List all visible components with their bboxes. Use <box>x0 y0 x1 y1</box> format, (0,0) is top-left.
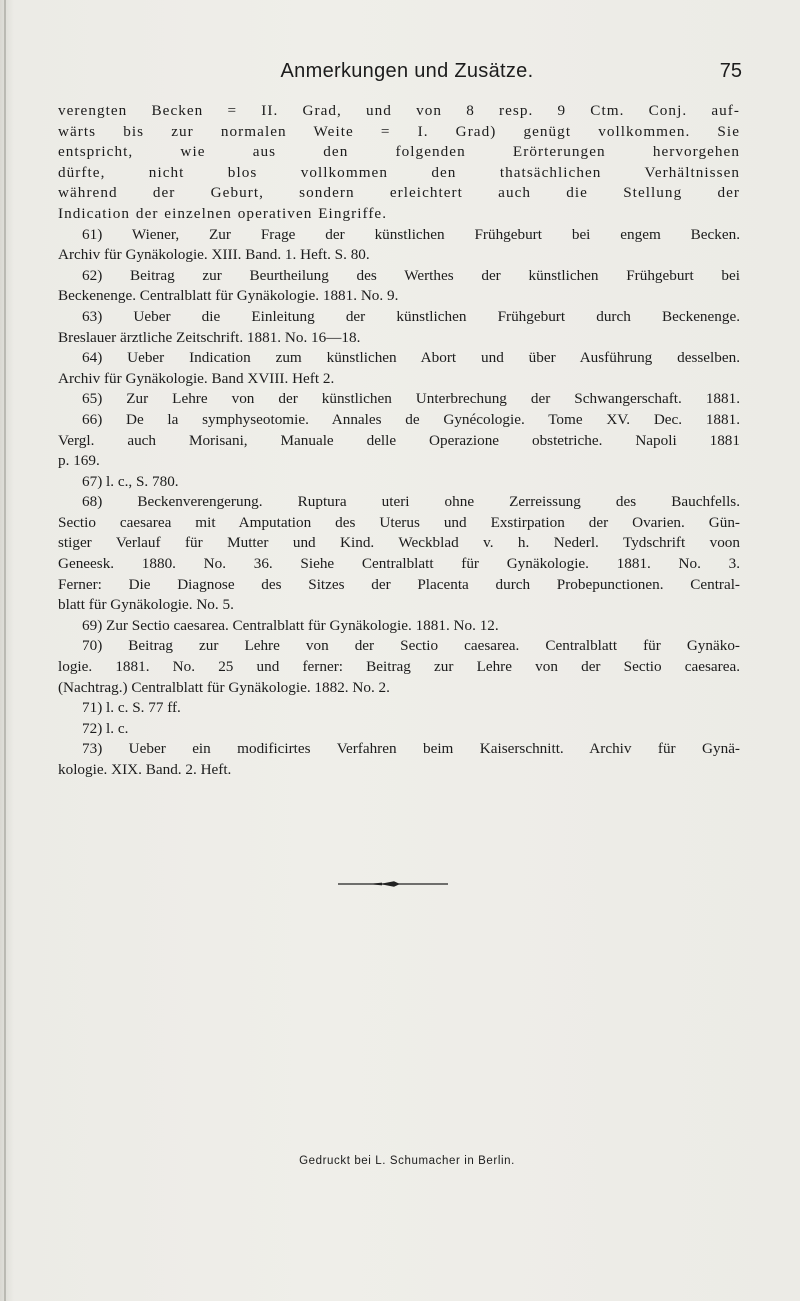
text-line: Archiv für Gynäkologie. Band XVIII. Heft 2. <box>58 369 335 387</box>
note-72: 72) l. c. <box>82 719 129 737</box>
note-65: 65) Zur Lehre von der künstlichen Unterbrechung der Schwangerschaft. 1881. <box>82 390 740 408</box>
running-head: Anmerkungen und Zusätze. <box>280 60 534 82</box>
ornament-divider <box>338 878 448 890</box>
text-line: (Nachtrag.) Centralblatt für Gynäkologie. 1882. No. 2. <box>58 678 390 696</box>
text-line: entspricht, wie aus den folgenden Erörterungen hervorgehen <box>58 143 740 161</box>
note-61: 61) Wiener, Zur Frage der künstlichen Frühgeburt bei engem Becken. <box>82 225 740 243</box>
text-line: während der Geburt, sondern erleichtert auch die Stellung der <box>58 184 740 202</box>
note-63: 63) Ueber die Einleitung der künstlichen Frühgeburt durch Beckenenge. <box>82 307 740 325</box>
page-header <box>0 60 800 90</box>
note-71: 71) l. c. S. 77 ff. <box>82 699 181 717</box>
page-gutter <box>4 0 6 1301</box>
text-line: Beckenenge. Centralblatt für Gynäkologie. 1881. No. 9. <box>58 287 399 305</box>
text-line: logie. 1881. No. 25 und ferner: Beitrag zur Lehre von der Sectio caesarea. <box>58 658 740 676</box>
text-line: Ferner: Die Diagnose des Sitzes der Placenta durch Probepunctionen. Central- <box>58 575 740 593</box>
text-line: verengten Becken = II. Grad, und von 8 resp. 9 Ctm. Conj. auf- <box>58 102 740 119</box>
text-line: stiger Verlauf für Mutter und Kind. Weckblad v. h. Nederl. Tydschrift voon <box>58 534 740 552</box>
body-text <box>58 101 740 781</box>
text-line: Breslauer ärztliche Zeitschrift. 1881. No. 16—18. <box>58 328 361 346</box>
note-73: 73) Ueber ein modificirtes Verfahren beim Kaiserschnitt. Archiv für Gynä- <box>82 740 740 758</box>
text-line: Sectio caesarea mit Amputation des Uterus und Exstirpation der Ovarien. Gün- <box>58 513 740 531</box>
text-line: Archiv für Gynäkologie. XIII. Band. 1. Heft. S. 80. <box>58 246 370 264</box>
text-line: kologie. XIX. Band. 2. Heft. <box>58 761 232 778</box>
note-67: 67) l. c., S. 780. <box>82 472 179 490</box>
note-70: 70) Beitrag zur Lehre von der Sectio caesarea. Centralblatt für Gynäko- <box>82 637 740 655</box>
note-64: 64) Ueber Indication zum künstlichen Abort und über Ausführung desselben. <box>82 349 740 367</box>
text-line: Indication der einzelnen operativen Eingriffe. <box>58 204 388 222</box>
text-line: Geneesk. 1880. No. 36. Siehe Centralblatt für Gynäkologie. 1881. No. 3. <box>58 555 740 573</box>
note-66: 66) De la symphyseotomie. Annales de Gynécologie. Tome XV. Dec. 1881. <box>82 410 740 428</box>
text-line: Vergl. auch Morisani, Manuale delle Operazione obstetriche. Napoli 1881 <box>58 431 740 449</box>
note-62: 62) Beitrag zur Beurtheilung des Werthes der künstlichen Frühgeburt bei <box>82 266 740 284</box>
text-line: wärts bis zur normalen Weite = I. Grad) genügt vollkommen. Sie <box>58 122 740 140</box>
text-line: blatt für Gynäkologie. No. 5. <box>58 596 234 614</box>
text-line: p. 169. <box>58 452 100 470</box>
page-number: 75 <box>719 60 742 82</box>
note-69: 69) Zur Sectio caesarea. Centralblatt für Gynäkologie. 1881. No. 12. <box>82 616 499 634</box>
note-68: 68) Beckenverengerung. Ruptura uteri ohne Zerreissung des Bauchfells. <box>82 493 740 511</box>
text-line: dürfte, nicht blos vollkommen den thatsächlichen Verhältnissen <box>58 163 740 181</box>
printer-imprint: Gedruckt bei L. Schumacher in Berlin. <box>299 1155 515 1167</box>
